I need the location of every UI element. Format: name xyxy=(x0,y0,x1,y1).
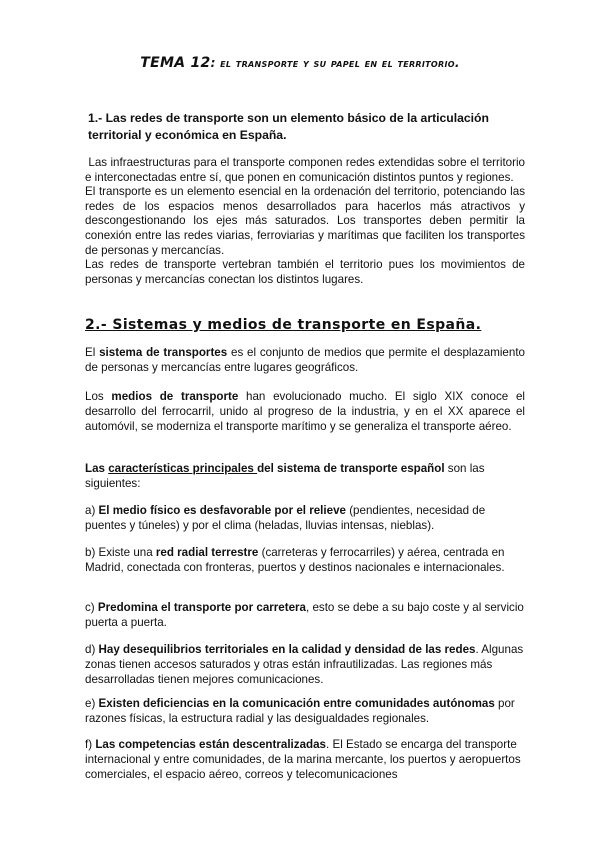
section2-heading: 2.- Sistemas y medios de transporte en España. xyxy=(85,317,482,333)
item-bold: El medio físico es desfavorable por el relieve xyxy=(98,504,346,517)
list-item-f xyxy=(85,737,525,782)
text: Los xyxy=(85,390,112,403)
bold-term: sistema de transportes xyxy=(99,346,228,359)
item-marker: d) xyxy=(85,643,99,656)
list-item-e xyxy=(85,696,525,726)
text: son las siguientes: xyxy=(85,462,485,490)
item-text: (carreteras y ferrocarriles) y aérea, centrada en Madrid, conectada con fronteras, puertos y destinos nacionales e internacionales. xyxy=(85,546,505,574)
item-bold: Las competencias están descentralizadas xyxy=(95,738,327,751)
bold-text: Las xyxy=(85,462,109,475)
item-marker: e) xyxy=(85,697,99,710)
paragraph-medios xyxy=(85,389,525,434)
paragraph-caracteristicas xyxy=(85,461,525,491)
section1-paragraph xyxy=(85,156,529,287)
text: es el conjunto de medios que permite el desplazamiento de personas y mercancías entre lugares geográficos. xyxy=(85,346,525,374)
item-bold: red radial terrestre xyxy=(155,546,259,559)
item-bold: Existen deficiencias en la comunicación entre comunidades autónomas xyxy=(98,697,495,710)
item-text: . El Estado se encarga del transporte internacional y entre comunidades, de la marina mercante, los puertos y aeropuertos comerciales, el espacio aéreo, correos y telecomunicaciones xyxy=(85,738,521,781)
section1-paragraph-line1: Las infraestructuras para el transporte componen redes extendidas sobre el territorio e interconectadas entre sí, que ponen en comunicación distintos puntos y regiones. xyxy=(85,156,529,184)
paragraph-sistema xyxy=(85,345,525,375)
item-bold: Hay desequilibrios territoriales en la calidad y densidad de las redes xyxy=(98,643,476,656)
underlined-term: características principales xyxy=(108,462,258,475)
item-text: (pendientes, necesidad de puentes y túneles) y por el clima (heladas, lluvias intensas, nieblas). xyxy=(85,504,486,532)
list-item-b xyxy=(85,545,525,575)
title-topic-number: TEMA 12 xyxy=(140,55,211,71)
section1-heading: 1.- Las redes de transporte son un elemento básico de la articulación territorial y económica en España. xyxy=(88,111,489,142)
item-marker: f) xyxy=(85,738,96,751)
item-marker: b) Existe una xyxy=(85,546,156,559)
list-item-d xyxy=(85,642,525,687)
item-text: por razones físicas, la estructura radial y las desigualdades regionales. xyxy=(85,697,515,725)
page-title xyxy=(0,55,600,71)
list-item-a xyxy=(85,503,525,533)
list-item-c xyxy=(85,600,525,630)
bold-term: medios de transporte xyxy=(111,390,239,403)
item-marker: a) xyxy=(85,504,99,517)
section1-paragraph-line3: Las redes de transporte vertebran también el territorio pues los movimientos de personas y mercancías conectan los distintos lugares. xyxy=(85,258,525,286)
text: El xyxy=(85,346,100,359)
item-marker: c) xyxy=(85,601,98,614)
text: han evolucionado mucho. El siglo XIX conoce el desarrollo del ferrocarril, unido al progreso de la industria, y en el XX aparece el automóvil, se moderniza el transporte marítimo y se generaliza el transporte aéreo. xyxy=(85,390,525,433)
item-bold: Predomina el transporte por carretera xyxy=(97,601,307,614)
item-text: , esto se debe a su bajo coste y al servicio puerta a puerta. xyxy=(85,601,524,629)
bold-text: del sistema de transporte español xyxy=(257,462,445,475)
item-text: . Algunas zonas tienen accesos saturados y otras están infrautilizadas. Las regiones más desarrolladas tienen mejores comunicaciones. xyxy=(85,643,524,686)
title-topic-name: : el transporte y su papel en el territorio. xyxy=(210,56,460,70)
section1-paragraph-line2: El transporte es un elemento esencial en la ordenación del territorio, potenciando las redes de los espacios menos desarrollados para hacerlos más atractivos y descongestionando los ejes más saturados. Los transportes deben permitir la conexión entre las redes viarias, ferroviarias y marítimas que faciliten los transportes de personas y mercancías. xyxy=(85,185,525,257)
